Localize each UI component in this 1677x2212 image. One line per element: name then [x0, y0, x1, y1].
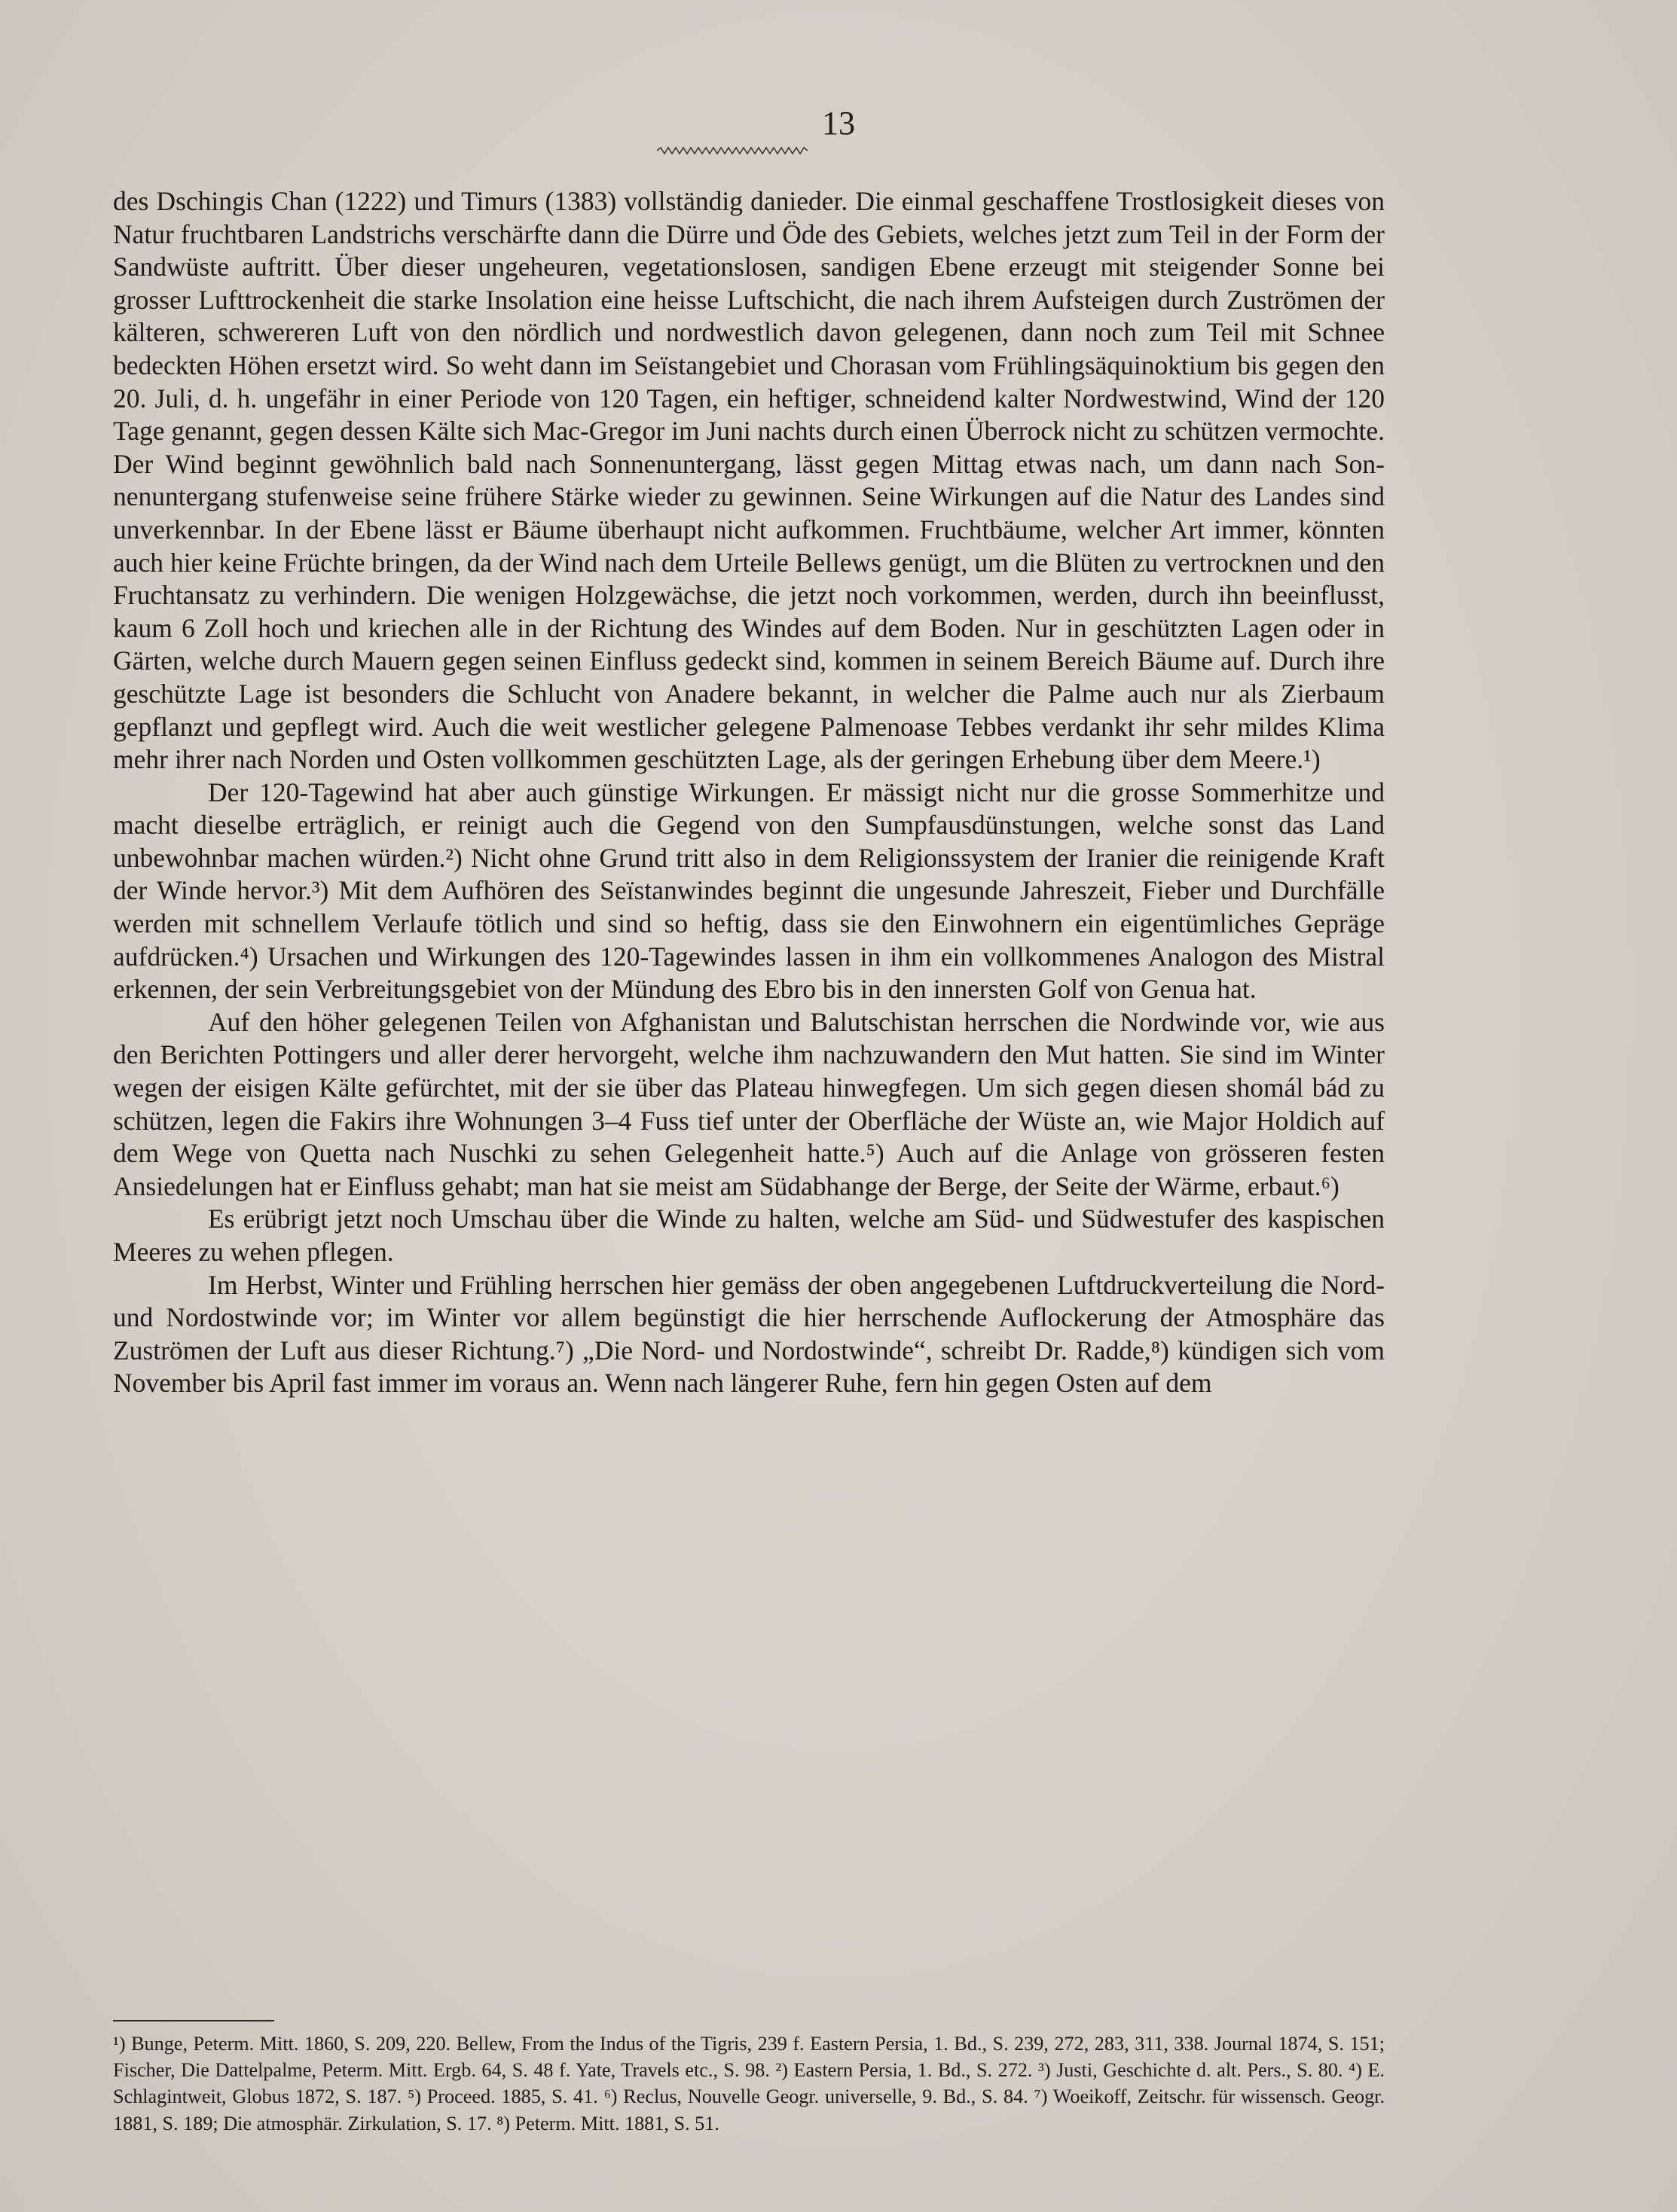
- paragraph: Der 120-Tagewind hat aber auch günstige Wirkungen. Er mässigt nicht nur die grosse Sommerhitze und macht dieselbe erträglich, er reinigt auch die Gegend von den Sumpfausdünstungen, welche sonst das Land unbewohnbar machen würden.²) Nicht ohne Grund tritt also in dem Religionssystem der Iranier die reinigende Kraft der Winde hervor.³) Mit dem Aufhören des Seïstanwindes beginnt die ungesunde Jahreszeit, Fieber und Durchfälle werden mit schnellem Verlaufe tötlich und sind so heftig, dass sie den Einwohnern ein eigentümliches Gepräge aufdrücken.⁴) Ursachen und Wirkungen des 120-Tagewindes lassen in ihm ein vollkommenes Analogon des Mistral erkennen, der sein Verbreitungsgebiet von der Mündung des Ebro bis in den innersten Golf von Genua hat.: [113, 776, 1385, 1005]
- paragraph: Im Herbst, Winter und Frühling herrschen hier gemäss der oben angegebenen Luftdruckverteilung die Nord- und Nordostwinde vor; im Winter vor allem begünstigt die hier herrschende Auflockerung der Atmosphäre das Zuströmen der Luft aus dieser Richtung.⁷) „Die Nord- und Nordostwinde“, schreibt Dr. Radde,⁸) kündigen sich vom November bis April fast immer im voraus an. Wenn nach längerer Ruhe, fern hin gegen Osten auf dem: [113, 1269, 1385, 1399]
- page-number-ornament: [657, 146, 808, 155]
- paragraph: des Dschingis Chan (1222) und Timurs (1383) vollständig danieder. Die einmal geschaffene Trostlosigkeit dieses von Natur fruchtbaren Landstrichs verschärfte dann die Dürre und Öde des Gebiets, welches jetzt zum Teil in der Form der Sandwüste auftritt. Über dieser ungeheuren, vegetationslosen, sandigen Ebene erzeugt mit steigender Sonne bei grosser Lufttrockenheit die starke Insolation eine heisse Luftschicht, die nach ihrem Aufsteigen durch Zuströmen der kälteren, schwereren Luft von den nördlich und nordwestlich davon gelegenen, dann noch zum Teil mit Schnee bedeckten Höhen ersetzt wird. So weht dann im Seïstangebiet und Chorasan vom Frühlingsäquinoktium bis gegen den 20. Juli, d. h. ungefähr in einer Periode von 120 Tagen, ein heftiger, schneidend kalter Nordwestwind, Wind der 120 Tage genannt, gegen dessen Kälte sich Mac-Gregor im Juni nachts durch einen Überrock nicht zu schützen vermochte. Der Wind beginnt gewöhnlich bald nach Sonnenuntergang, lässt gegen Mittag etwas nach, um dann nach Sonnenuntergang stufenweise seine frühere Stärke wieder zu gewinnen. Seine Wirkungen auf die Natur des Landes sind unverkennbar. In der Ebene lässt er Bäume überhaupt nicht aufkommen. Fruchtbäume, welcher Art immer, könnten auch hier keine Früchte bringen, da der Wind nach dem Urteile Bellews genügt, um die Blüten zu vertrocknen und den Fruchtansatz zu verhindern. Die wenigen Holzgewächse, die jetzt noch vorkommen, werden, durch ihn beeinflusst, kaum 6 Zoll hoch und kriechen alle in der Richtung des Windes auf dem Boden. Nur in geschützten Lagen oder in Gärten, welche durch Mauern gegen seinen Einfluss gedeckt sind, kommen in seinem Bereich Bäume auf. Durch ihre geschützte Lage ist besonders die Schlucht von Anadere bekannt, in welcher die Palme auch nur als Zierbaum gepflanzt und gepflegt wird. Auch die weit westlicher gelegene Palmenoase Tebbes verdankt ihr sehr mildes Klima mehr ihrer nach Norden und Osten vollkommen geschützten Lage, als der geringen Erhebung über dem Meere.¹): [113, 186, 1385, 775]
- footnote-text: ¹) Bunge, Peterm. Mitt. 1860, S. 209, 220. Bellew, From the Indus of the Tigris, 239 f. Eastern Persia, 1. Bd., S. 239, 272, 283, 311, 338. Journal 1874, S. 151; Fischer, Die Dattelpalme, Peterm. Mitt. Ergb. 64, S. 48 f. Yate, Travels etc., S. 98. ²) Eastern Persia, 1. Bd., S. 272. ³) Justi, Geschichte d. alt. Pers., S. 80. ⁴) E. Schlagintweit, Globus 1872, S. 187. ⁵) Proceed. 1885, S. 41. ⁶) Reclus, Nouvelle Geogr. universelle, 9. Bd., S. 84. ⁷) Woeikoff, Zeitschr. für wissensch. Geogr. 1881, S. 189; Die atmosphär. Zirkulation, S. 17. ⁸) Peterm. Mitt. 1881, S. 51.: [113, 2033, 1385, 2134]
- page-number: 13: [822, 105, 855, 142]
- footnote-divider: [113, 2020, 274, 2021]
- footnotes: [113, 2030, 1385, 2137]
- paragraph: Auf den höher gelegenen Teilen von Afghanistan und Balutschistan herrschen die Nordwinde vor, wie aus den Berichten Pottingers und aller derer hervorgeht, welche ihm nachzuwandern den Mut hatten. Sie sind im Winter wegen der eisigen Kälte gefürchtet, mit der sie über das Plateau hinwegfegen. Um sich gegen diesen shomál bád zu schützen, legen die Fakirs ihre Wohnungen 3–4 Fuss tief unter der Oberfläche der Wüste an, wie Major Holdich auf dem Wege von Quetta nach Nuschki zu sehen Gelegenheit hatte.⁵) Auch auf die Anlage von grösseren festen Ansiedelungen hat er Einfluss gehabt; man hat sie meist am Südabhange der Berge, der Seite der Wärme, erbaut.⁶): [113, 1006, 1385, 1201]
- paragraph: Es erübrigt jetzt noch Umschau über die Winde zu halten, welche am Süd- und Südwestufer des kaspischen Meeres zu wehen pflegen.: [113, 1204, 1385, 1267]
- body-text: [113, 185, 1385, 1400]
